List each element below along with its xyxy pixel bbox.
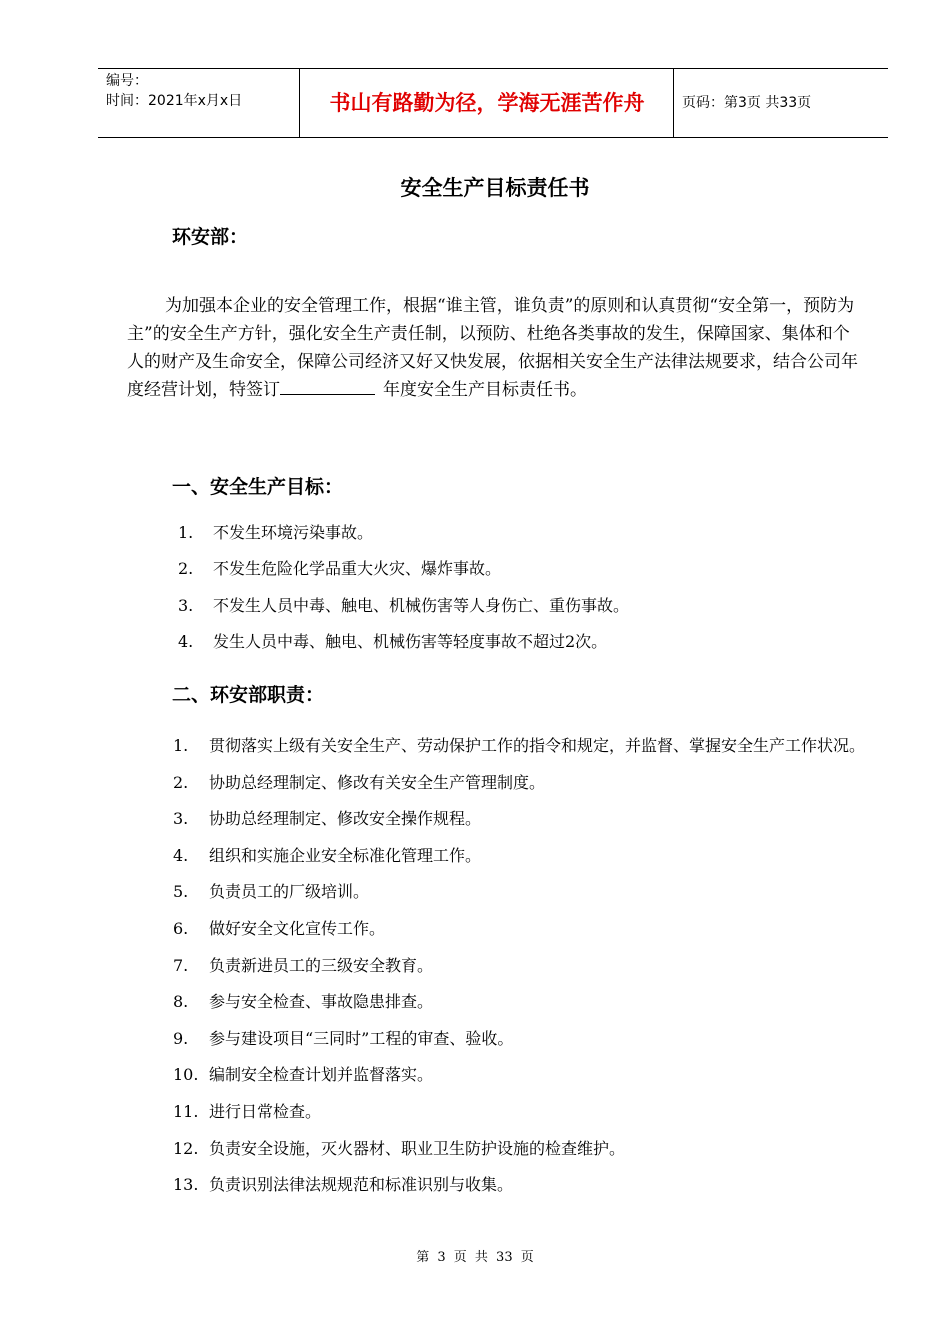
section1-heading: 一、安全生产目标：: [172, 476, 344, 498]
page-footer: 第 3 页 共 33 页: [416, 1250, 534, 1265]
header-motto: 书山有路勤为径，学海无涯苦作舟: [329, 91, 645, 115]
intro-text-part2: 年度安全生产目标责任书。: [383, 380, 587, 400]
doc-title: 安全生产目标责任书: [400, 176, 590, 200]
list-item: 5. 负责员工的厂级培训。: [173, 882, 370, 902]
header-meta: [106, 71, 301, 111]
list-item: 13. 负责识别法律法规规范和标准识别与收集。: [173, 1175, 514, 1195]
header-divider: [673, 69, 674, 137]
duty-list: [173, 728, 873, 1204]
list-item: 3. 不发生人员中毒、触电、机械伤害等人身伤亡、重伤事故。: [178, 595, 630, 615]
list-item: 4. 组织和实施企业安全标准化管理工作。: [173, 845, 482, 865]
intro-paragraph: [127, 292, 862, 404]
list-item: 9. 参与建设项目“三同时”工程的审查、验收。: [173, 1028, 514, 1048]
target-list: [178, 520, 629, 665]
department-heading: 环安部：: [172, 226, 249, 248]
list-item: 4. 发生人员中毒、触电、机械伤害等轻度事故不超过2次。: [178, 631, 608, 651]
list-item: 6. 做好安全文化宣传工作。: [173, 918, 386, 938]
number-label: 编号：: [106, 73, 148, 89]
header-divider: [299, 69, 300, 137]
list-item: 1. 贯彻落实上级有关安全生产、劳动保护工作的指令和规定，并监督、掌握安全生产工作状况。: [173, 736, 866, 755]
list-item: 1. 不发生环境污染事故。: [178, 523, 374, 542]
page-header: [98, 68, 888, 138]
header-page-info: 页码：第3页 共33页: [682, 95, 812, 111]
section2-heading: 二、环安部职责：: [172, 684, 325, 706]
list-item: 11. 进行日常检查。: [173, 1101, 322, 1121]
list-item: 2. 不发生危险化学品重大火灾、爆炸事故。: [178, 559, 502, 579]
list-item: 10. 编制安全检查计划并监督落实。: [173, 1065, 434, 1085]
time-label: 时间：2021年x月x日: [106, 93, 243, 109]
list-item: 3. 协助总经理制定、修改安全操作规程。: [173, 809, 482, 829]
list-item: 12. 负责安全设施，灭火器材、职业卫生防护设施的检查维护。: [173, 1138, 626, 1158]
list-item: 7. 负责新进员工的三级安全教育。: [173, 955, 434, 975]
list-item: 2. 协助总经理制定、修改有关安全生产管理制度。: [173, 772, 546, 792]
list-item: 8. 参与安全检查、事故隐患排查。: [173, 992, 434, 1012]
intro-text-part1: 为加强本企业的安全管理工作，根据“谁主管，谁负责”的原则和认真贯彻“安全第一，预防为主”的安全生产方针，强化安全生产责任制，以预防、杜绝各类事故的发生，保障国家、集体和个人的财产及生命安全，保障公司经济又好又快发展，依据相关安全生产法律法规要求，结合公司年度经营计划，特签订: [127, 296, 858, 400]
year-blank-field: [280, 376, 375, 395]
